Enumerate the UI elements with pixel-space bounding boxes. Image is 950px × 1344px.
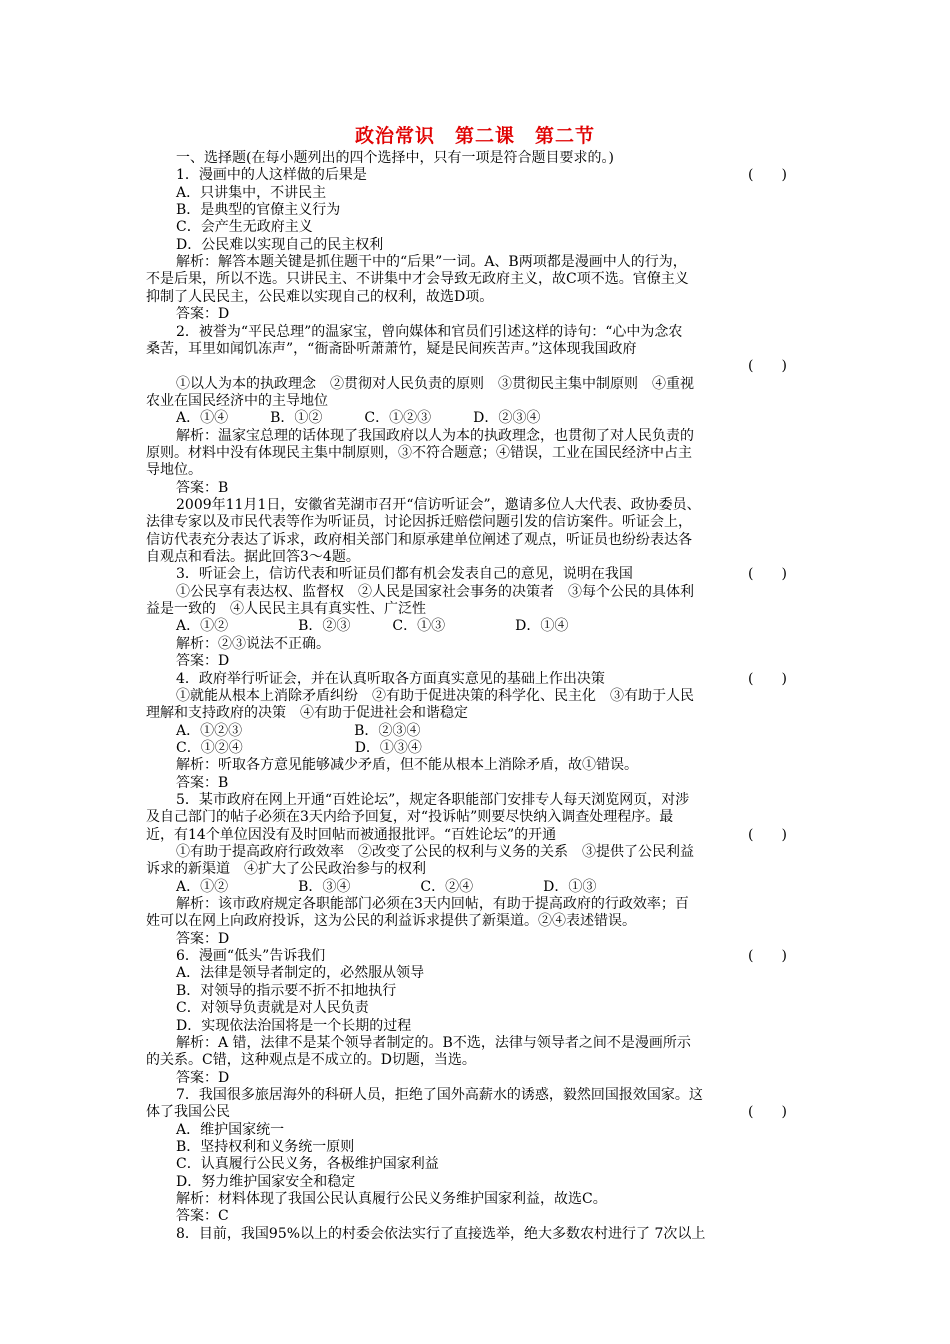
text-line: 一、选择题(在每小题列出的四个选择中，只有一项是符合题目要求的。) [176,150,614,166]
text-line: 信访代表充分表达了诉求，政府相关部门和原承建单位阐述了观点，听证员也纷纷表达各 [146,531,692,548]
text-line: 答案：B [176,479,229,496]
text-line: 自观点和看法。据此回答3～4题。 [146,549,360,566]
text-line: 4．政府举行听证会，并在认真听取各方面真实意见的基础上作出决策 [176,670,605,687]
text-line: 农业在国民经济中的主导地位 [146,392,328,409]
text-line: 解析：A 错，法律不是某个领导者制定的。B不选，法律与领导者之间不是漫画所示 [176,1034,691,1051]
answer-blank: ( ) [748,1104,787,1121]
text-line: 答案：D [176,930,230,947]
text-line: D．实现依法治国将是一个长期的过程 [176,1017,412,1034]
text-line: 解析：②③说法不正确。 [176,635,330,652]
text-line: 答案：B [176,774,229,791]
text-line: 体了我国公民 [146,1104,230,1121]
text-line: C．会产生无政府主义 [176,219,313,236]
text-line: ①公民享有表达权、监督权 ②人民是国家社会事务的决策者 ③每个公民的具体利 [176,583,694,600]
text-line: C．①②④ D．①③④ [176,739,422,756]
text-line: 导地位。 [146,462,202,479]
text-line: 答案：D [176,1069,230,1086]
text-line: 的关系。C错，这种观点是不成立的。D切题，当选。 [146,1052,476,1069]
answer-blank: ( ) [748,670,787,687]
text-line: 2．被誉为“平民总理”的温家宝，曾向媒体和官员们引述这样的诗句：“心中为念农 [176,323,683,340]
text-line: 1．漫画中的人这样做的后果是 [176,167,367,184]
text-line: 答案：D [176,653,230,670]
text-line: 近，有14个单位因没有及时回帖而被通报批评。“百姓论坛”的开通 [146,826,557,843]
text-line: A．①② B．②③ C．①③ D．①④ [176,618,569,635]
text-line: 姓可以在网上向政府投诉，这为公民的利益诉求提供了新渠道。②④表述错误。 [146,913,636,930]
text-line: 桑苦，耳里如闻饥冻声”，“衙斋卧听萧萧竹，疑是民间疾苦声。”这体现我国政府 [146,340,637,357]
text-line: 理解和支持政府的决策 ④有助于促进社会和谐稳定 [146,705,468,722]
text-line: 原则。材料中没有体现民主集中制原则，③不符合题意；④错误，工业在国民经济中占主 [146,444,692,461]
text-line: A．维护国家统一 [176,1121,285,1138]
text-line: 诉求的新渠道 ④扩大了公民政治参与的权利 [146,861,426,878]
text-line: C．认真履行公民义务，各极维护国家利益 [176,1156,439,1173]
answer-blank: ( ) [748,826,787,843]
text-line: 及自己部门的帖子必须在3天内给予回复，对“投诉帖”则要尽快纳入调查处理程序。最 [146,809,674,826]
text-line: 解析：解答本题关键是抓住题干中的“后果”一词。A、B两项都是漫画中人的行为， [176,254,687,271]
text-line: A．①② B．③④ C．②④ D．①③ [176,878,597,895]
text-line: B．坚持权利和义务统一原则 [176,1138,355,1155]
text-line: 答案：D [176,306,230,323]
answer-blank: ( ) [748,566,787,583]
text-line: A．①②③ B．②③④ [176,722,421,739]
text-line: 抑制了人民民主，公民难以实现自己的权利，故选D项。 [146,288,494,305]
page-title: 政治常识 第二课 第二节 [354,125,595,147]
text-line: B．对领导的指示要不折不扣地执行 [176,982,397,999]
text-line: 8．目前，我国95%以上的村委会依法实行了直接选举，绝大多数农村进行了 7次以上 [176,1225,706,1242]
text-line: ①以人为本的执政理念 ②贯彻对人民负责的原则 ③贯彻民主集中制原则 ④重视 [176,375,694,392]
text-line: 3．听证会上，信访代表和听证员们都有机会发表自己的意见，说明在我国 [176,566,633,583]
text-line: 益是一致的 ④人民民主具有真实性、广泛性 [146,601,426,618]
text-line: A．①④ B．①② C．①②③ D．②③④ [176,410,541,427]
text-line: 5．某市政府在网上开通“百姓论坛”，规定各职能部门安排专人每天浏览网页，对涉 [176,791,690,808]
text-line: 7．我国很多旅居海外的科研人员，拒绝了国外高薪水的诱惑，毅然回国报效国家。这 [176,1086,703,1103]
text-line: 解析：温家宝总理的话体现了我国政府以人为本的执政理念，也贯彻了对人民负责的 [176,427,694,444]
text-line: 不是后果，所以不选。只讲民主、不讲集中才会导致无政府主义，故C项不选。官僚主义 [146,271,689,288]
text-line: B．是典型的官僚主义行为 [176,202,341,219]
text-line: C．对领导负责就是对人民负责 [176,1000,369,1017]
answer-blank: ( ) [748,948,787,965]
text-line: 法律专家以及市民代表等作为听证员，讨论因拆迁赔偿问题引发的信访案件。听证会上， [146,514,692,531]
text-line: ①就能从根本上消除矛盾纠纷 ②有助于促进决策的科学化、民主化 ③有助于人民 [176,687,694,704]
text-line: A．只讲集中，不讲民主 [176,184,327,201]
text-line: 解析：材料体现了我国公民认真履行公民义务维护国家利益，故选C。 [176,1191,607,1207]
text-line: 2009年11月1日，安徽省芜湖市召开“信访听证会”，邀请多位人大代表、政协委员、 [176,497,701,513]
text-line: 6．漫画“低头”告诉我们 [176,948,326,965]
answer-blank: ( ) [748,358,787,375]
text-line: 解析：听取各方意见能够减少矛盾，但不能从根本上消除矛盾，故①错误。 [176,757,638,774]
answer-blank: ( ) [748,167,787,184]
text-line: 答案：C [176,1208,229,1225]
text-line: D．努力维护国家安全和稳定 [176,1173,356,1190]
text-line: 解析：该市政府规定各职能部门必须在3天内回帖，有助于提高政府的行政效率；百 [176,896,689,913]
text-line: A．法律是领导者制定的，必然服从领导 [176,965,425,982]
text-line: ①有助于提高政府行政效率 ②改变了公民的权利与义务的关系 ③提供了公民利益 [176,844,694,860]
text-line: D．公民难以实现自己的民主权利 [176,236,384,253]
